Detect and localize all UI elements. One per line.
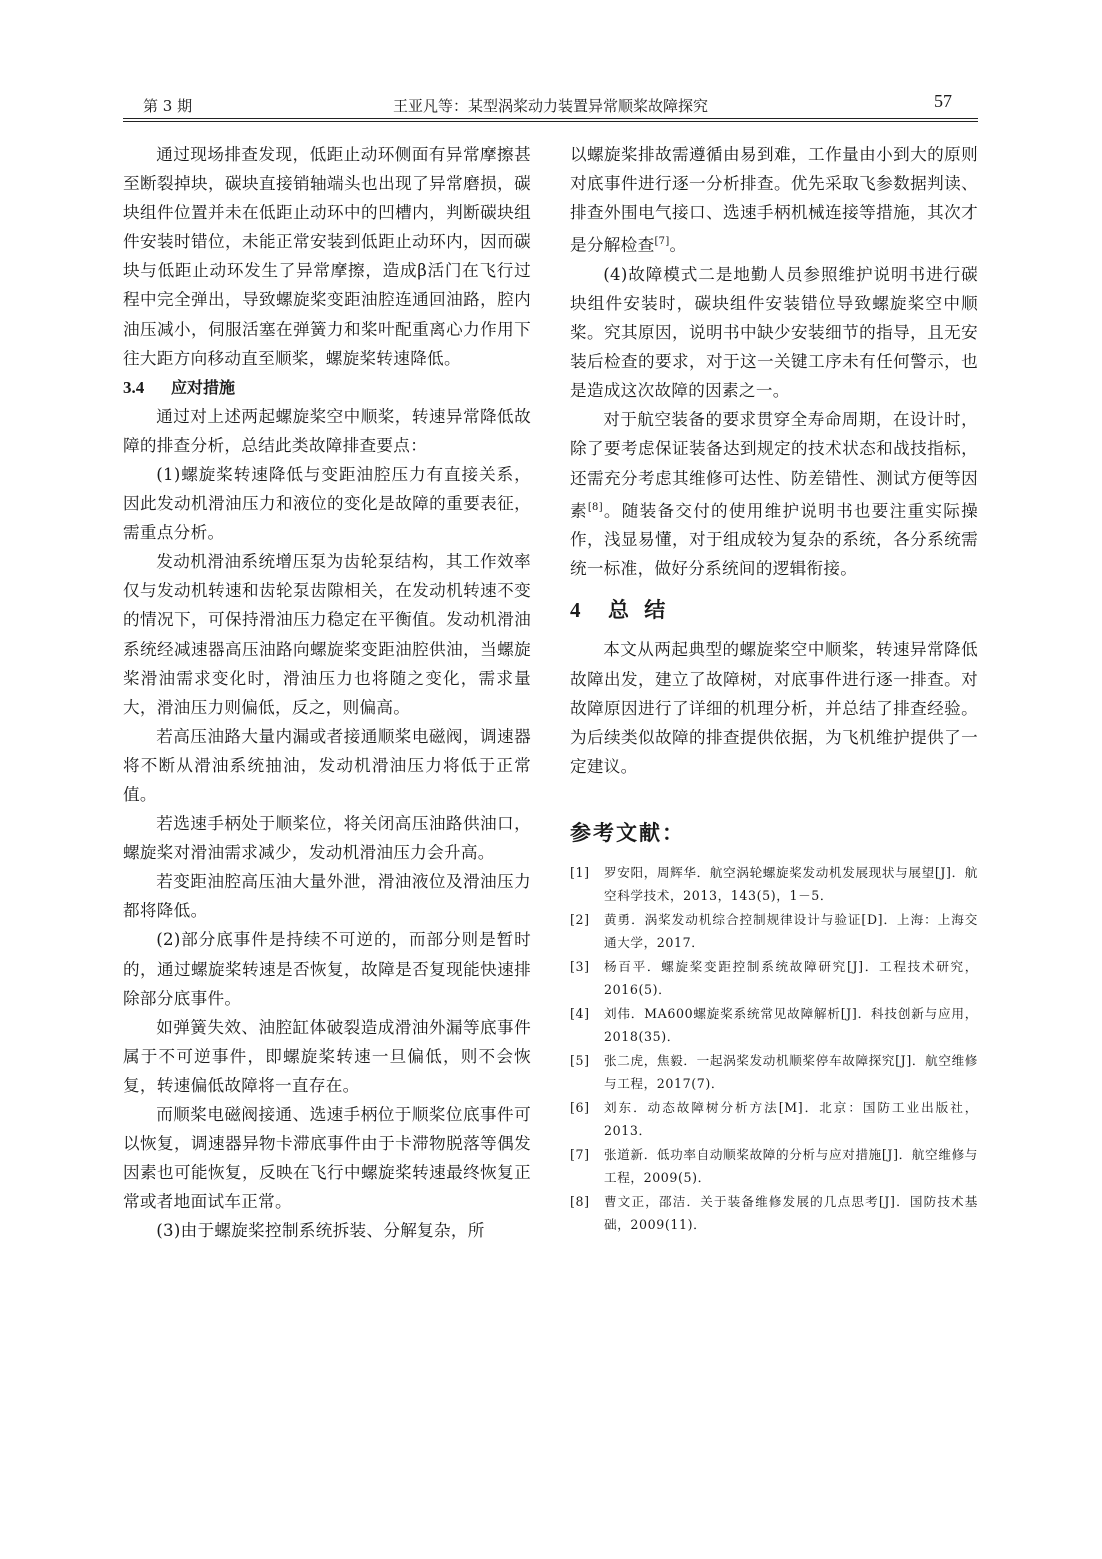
reference-number: [6]	[570, 1099, 590, 1115]
citation: [8]	[587, 501, 603, 513]
reference-text: 张道新．低功率自动顺桨故障的分析与应对措施[J]．航空维修与工程，2009(5)．	[604, 1146, 978, 1186]
right-column	[570, 140, 978, 1237]
paragraph	[570, 405, 978, 583]
reference-item	[570, 908, 978, 955]
reference-item	[570, 1190, 978, 1237]
reference-item	[570, 861, 978, 908]
issue-label: 第 3 期	[143, 97, 193, 115]
reference-text: 曹文正，邵洁．关于装备维修发展的几点思考[J]．国防技术基础，2009(11)．	[604, 1193, 978, 1233]
reference-number: [8]	[570, 1193, 590, 1209]
paragraph: 本文从两起典型的螺旋桨空中顺桨，转速异常降低故障出发，建立了故障树，对底事件进行逐一排查。对故障原因进行了详细的机理分析，并总结了排查经验。为后续类似故障的排查提供依据，为飞机维护提供了一定建议。	[570, 640, 978, 776]
paragraph: 发动机滑油系统增压泵为齿轮泵结构，其工作效率仅与发动机转速和齿轮泵齿隙相关，在发动机转速不变的情况下，可保持滑油压力稳定在平衡值。发动机滑油系统经减速器高压油路向螺旋桨变距油腔供油，当螺旋桨滑油需求变化时，滑油压力也将随之变化，需求量大，滑油压力则偏低，反之，则偏高。	[123, 552, 531, 717]
reference-number: [1]	[570, 864, 590, 880]
reference-item	[570, 1143, 978, 1190]
section-title: 应对措施	[171, 377, 236, 397]
references-heading: 参考文献：	[570, 820, 685, 845]
paragraph-text: 。	[669, 235, 687, 255]
paragraph-text: 。随装备交付的使用维护说明书也要注重实际操作，浅显易懂，对于组成较为复杂的系统，各分系统需统一标准，做好分系统间的逻辑衔接。	[570, 501, 978, 579]
reference-number: [3]	[570, 958, 590, 974]
section-number: 4	[570, 598, 585, 623]
paragraph	[570, 140, 978, 260]
reference-text: 张二虎，焦毅．一起涡桨发动机顺桨停车故障探究[J]．航空维修与工程，2017(7)．	[604, 1052, 978, 1092]
section-number: 3.4	[123, 377, 145, 397]
reference-item	[570, 1096, 978, 1143]
running-title: 王亚凡等：某型涡桨动力装置异常顺桨故障探究	[392, 97, 708, 115]
reference-text: 刘东．动态故障树分析方法[M]．北京：国防工业出版社，2013．	[604, 1099, 978, 1139]
paragraph: 通过现场排查发现，低距止动环侧面有异常摩擦甚至断裂掉块，碳块直接销轴端头也出现了异常磨损，碳块组件位置并未在低距止动环中的凹槽内，判断碳块组件安装时错位，未能正常安装到低距止动环内，因而碳块与低距止动环发生了异常摩擦，造成β活门在飞行过程中完全弹出，导致螺旋桨变距油腔连通回油路，腔内油压减小，伺服活塞在弹簧力和桨叶配重离心力作用下往大距方向移动直至顺桨，螺旋桨转速降低。	[123, 145, 531, 368]
section-title: 总 结	[608, 598, 670, 623]
reference-item	[570, 1002, 978, 1049]
paragraph: (4)故障模式二是地勤人员参照维护说明书进行碳块组件安装时，碳块组件安装错位导致螺旋桨空中顺桨。究其原因，说明书中缺少安装细节的指导，且无安装后检查的要求，对于这一关键工序未有任何警示，也是造成这次故障的因素之一。	[570, 264, 978, 401]
paragraph: 如弹簧失效、油腔缸体破裂造成滑油外漏等底事件属于不可逆事件，即螺旋桨转速一旦偏低，则不会恢复，转速偏低故障将一直存在。	[123, 1017, 531, 1095]
paragraph-text: 对于航空装备的要求贯穿全寿命周期，在设计时，除了要考虑保证装备达到规定的技术状态和战技指标，还需充分考虑其维修可达性、防差错性、测试方便等因素	[570, 410, 978, 521]
reference-text: 杨百平．螺旋桨变距控制系统故障研究[J]．工程技术研究，2016(5)．	[604, 958, 978, 998]
reference-item	[570, 955, 978, 1002]
paragraph: (1)螺旋桨转速降低与变距油腔压力有直接关系，因此发动机滑油压力和液位的变化是故障的重要表征，需重点分析。	[123, 464, 531, 543]
reference-item	[570, 1049, 978, 1096]
reference-number: [7]	[570, 1146, 590, 1162]
reference-text: 刘伟．MA600螺旋桨系统常见故障解析[J]．科技创新与应用，2018(35)．	[604, 1005, 978, 1045]
reference-list	[570, 861, 978, 1237]
paragraph: 而顺桨电磁阀接通、选速手柄位于顺桨位底事件可以恢复，调速器异物卡滞底事件由于卡滞物脱落等偶发因素也可能恢复，反映在飞行中螺旋桨转速最终恢复正常或者地面试车正常。	[123, 1105, 531, 1212]
paragraph-text: 以螺旋桨排故需遵循由易到难，工作量由小到大的原则对底事件进行逐一分析排查。优先采取飞参数据判读、排查外围电气接口、选速手柄机械连接等措施，其次才是分解检查	[570, 145, 978, 255]
reference-number: [4]	[570, 1005, 590, 1021]
section-heading-4	[570, 595, 978, 625]
paragraph: 通过对上述两起螺旋桨空中顺桨，转速异常降低故障的排查分析，总结此类故障排查要点：	[123, 406, 531, 455]
section-heading-3-4	[123, 373, 531, 402]
paragraph: (3)由于螺旋桨控制系统拆装、分解复杂，所	[156, 1221, 485, 1241]
paragraph: (2)部分底事件是持续不可逆的，而部分则是暂时的，通过螺旋桨转速是否恢复，故障是否复现能快速排除部分底事件。	[123, 930, 531, 1008]
left-column	[123, 140, 531, 1245]
reference-number: [5]	[570, 1052, 590, 1068]
paragraph: 若高压油路大量内漏或者接通顺桨电磁阀，调速器将不断从滑油系统抽油，发动机滑油压力将低于正常值。	[123, 726, 531, 804]
paragraph: 若选速手柄处于顺桨位，将关闭高压油路供油口，螺旋桨对滑油需求减少，发动机滑油压力会升高。	[123, 814, 531, 863]
page-number: 57	[934, 91, 952, 111]
running-header	[123, 88, 978, 119]
reference-text: 黄勇．涡桨发动机综合控制规律设计与验证[D]．上海：上海交通大学，2017．	[604, 911, 978, 951]
reference-number: [2]	[570, 911, 590, 927]
paragraph: 若变距油腔高压油大量外泄，滑油液位及滑油压力都将降低。	[123, 872, 531, 921]
citation: [7]	[654, 236, 670, 248]
reference-text: 罗安阳，周辉华．航空涡轮螺旋桨发动机发展现状与展望[J]．航空科学技术，2013，143(5)，1－5．	[604, 864, 978, 904]
